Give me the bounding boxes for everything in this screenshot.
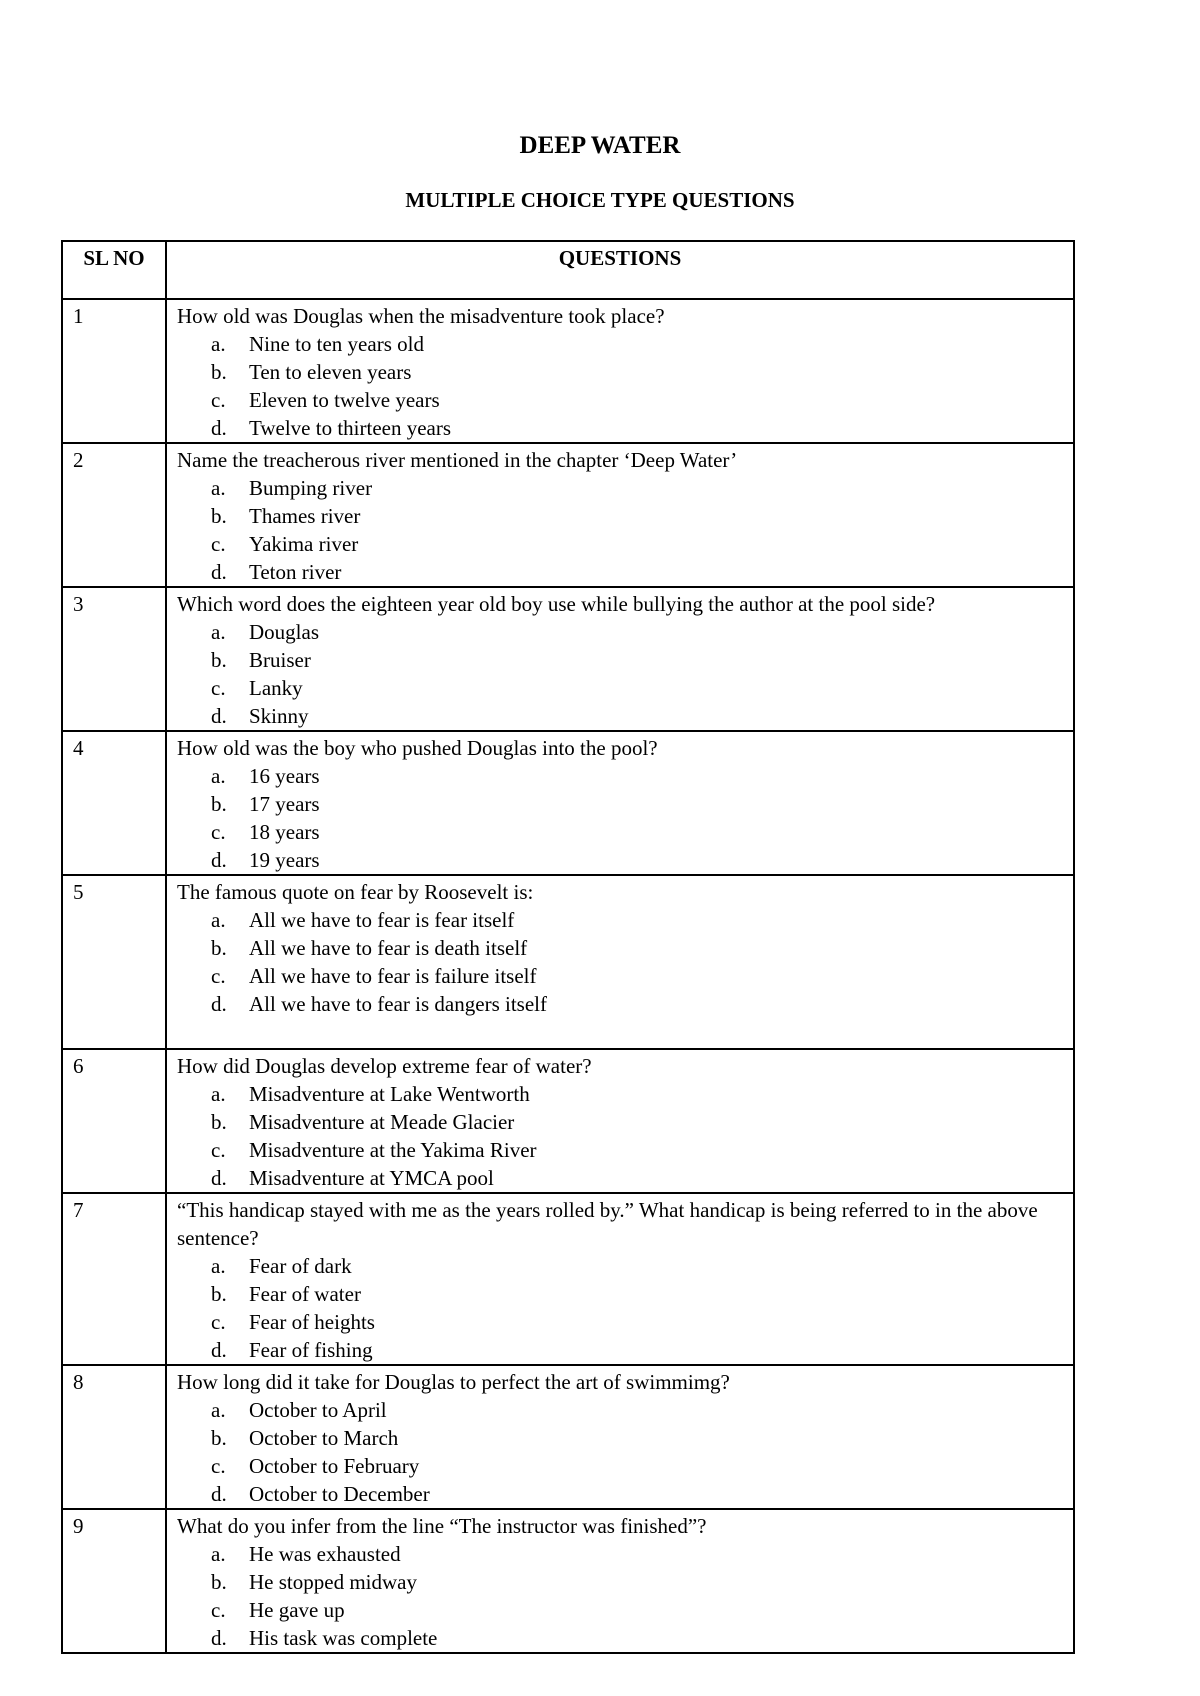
question-cell	[166, 875, 1074, 1049]
question-row	[62, 443, 1074, 587]
option-text: He gave up	[249, 1598, 345, 1622]
option-item	[211, 762, 1063, 790]
options-list	[177, 618, 1063, 730]
option-item	[211, 646, 1063, 674]
options-list	[177, 1080, 1063, 1192]
option-letter: b.	[211, 1570, 227, 1594]
question-text: Name the treacherous river mentioned in the chapter ‘Deep Water’	[177, 448, 738, 472]
option-letter: a.	[211, 332, 226, 356]
option-text: October to April	[249, 1398, 387, 1422]
option-letter: d.	[211, 1626, 227, 1650]
option-item	[211, 358, 1063, 386]
question-row	[62, 875, 1074, 1049]
question-text: How old was Douglas when the misadventure took place?	[177, 304, 665, 328]
options-list	[177, 906, 1063, 1018]
sl-no-header: SL NO	[62, 241, 166, 299]
question-cell	[166, 443, 1074, 587]
questions-table	[61, 240, 1075, 1654]
option-text: Misadventure at the Yakima River	[249, 1138, 537, 1162]
option-item	[211, 906, 1063, 934]
option-text: Misadventure at Lake Wentworth	[249, 1082, 530, 1106]
option-text: All we have to fear is death itself	[249, 936, 528, 960]
option-item	[211, 1136, 1063, 1164]
option-item	[211, 1540, 1063, 1568]
option-text: He stopped midway	[249, 1570, 417, 1594]
question-cell	[166, 1509, 1074, 1653]
question-number: 1	[62, 299, 166, 443]
options-list	[177, 1252, 1063, 1364]
option-item	[211, 790, 1063, 818]
option-text: Teton river	[249, 560, 342, 584]
option-text: He was exhausted	[249, 1542, 401, 1566]
option-text: Misadventure at YMCA pool	[249, 1166, 494, 1190]
option-item	[211, 1624, 1063, 1652]
option-letter: c.	[211, 676, 226, 700]
question-number: 9	[62, 1509, 166, 1653]
option-item	[211, 558, 1063, 586]
option-letter: a.	[211, 620, 226, 644]
question-row	[62, 1049, 1074, 1193]
option-letter: d.	[211, 704, 227, 728]
option-text: October to March	[249, 1426, 399, 1450]
option-letter: c.	[211, 532, 226, 556]
question-text: “This handicap stayed with me as the years rolled by.” What handicap is being referred to in the above sentence?	[177, 1198, 1038, 1250]
question-number: 2	[62, 443, 166, 587]
question-number: 7	[62, 1193, 166, 1365]
option-item	[211, 1308, 1063, 1336]
question-text: How did Douglas develop extreme fear of water?	[177, 1054, 592, 1078]
option-item	[211, 474, 1063, 502]
option-item	[211, 1108, 1063, 1136]
option-letter: b.	[211, 1426, 227, 1450]
option-item	[211, 1568, 1063, 1596]
question-number: 3	[62, 587, 166, 731]
option-letter: d.	[211, 1482, 227, 1506]
options-list	[177, 762, 1063, 874]
question-text: How old was the boy who pushed Douglas into the pool?	[177, 736, 658, 760]
option-item	[211, 1252, 1063, 1280]
question-number: 4	[62, 731, 166, 875]
question-cell	[166, 1193, 1074, 1365]
option-letter: b.	[211, 1282, 227, 1306]
option-letter: d.	[211, 1166, 227, 1190]
page-title: DEEP WATER	[519, 132, 681, 159]
option-item	[211, 702, 1063, 730]
option-item	[211, 502, 1063, 530]
option-letter: b.	[211, 936, 227, 960]
option-text: Lanky	[249, 676, 303, 700]
option-letter: c.	[211, 964, 226, 988]
option-text: Fear of fishing	[249, 1338, 373, 1362]
options-list	[177, 330, 1063, 442]
option-letter: b.	[211, 360, 227, 384]
table-header-row	[62, 241, 1074, 299]
question-cell	[166, 587, 1074, 731]
option-text: Douglas	[249, 620, 319, 644]
option-letter: b.	[211, 648, 227, 672]
option-text: All we have to fear is dangers itself	[249, 992, 547, 1016]
option-letter: a.	[211, 1398, 226, 1422]
question-text: Which word does the eighteen year old boy use while bullying the author at the pool side?	[177, 592, 936, 616]
option-letter: d.	[211, 848, 227, 872]
option-letter: b.	[211, 504, 227, 528]
option-item	[211, 674, 1063, 702]
question-cell	[166, 731, 1074, 875]
option-text: Bumping river	[249, 476, 373, 500]
option-text: Fear of water	[249, 1282, 361, 1306]
question-text: The famous quote on fear by Roosevelt is:	[177, 880, 534, 904]
option-text: Nine to ten years old	[249, 332, 424, 356]
option-text: His task was complete	[249, 1626, 438, 1650]
option-letter: a.	[211, 476, 226, 500]
question-number: 8	[62, 1365, 166, 1509]
option-text: October to February	[249, 1454, 420, 1478]
option-item	[211, 1336, 1063, 1364]
option-item	[211, 818, 1063, 846]
option-item	[211, 990, 1063, 1018]
option-text: 18 years	[249, 820, 320, 844]
option-letter: c.	[211, 388, 226, 412]
question-row	[62, 1193, 1074, 1365]
question-number: 5	[62, 875, 166, 1049]
option-item	[211, 1452, 1063, 1480]
questions-body	[62, 299, 1074, 1653]
option-text: Ten to eleven years	[249, 360, 412, 384]
option-text: Misadventure at Meade Glacier	[249, 1110, 515, 1134]
option-letter: c.	[211, 1138, 226, 1162]
questions-header: QUESTIONS	[166, 241, 1074, 299]
option-text: Eleven to twelve years	[249, 388, 440, 412]
option-item	[211, 846, 1063, 874]
option-letter: d.	[211, 992, 227, 1016]
option-letter: a.	[211, 1082, 226, 1106]
option-letter: b.	[211, 1110, 227, 1134]
option-item	[211, 1164, 1063, 1192]
option-item	[211, 1396, 1063, 1424]
option-item	[211, 1480, 1063, 1508]
option-item	[211, 962, 1063, 990]
option-letter: a.	[211, 1254, 226, 1278]
question-cell	[166, 299, 1074, 443]
option-item	[211, 934, 1063, 962]
option-text: October to December	[249, 1482, 430, 1506]
option-text: Fear of dark	[249, 1254, 352, 1278]
option-text: 16 years	[249, 764, 320, 788]
option-letter: a.	[211, 764, 226, 788]
question-cell	[166, 1365, 1074, 1509]
option-item	[211, 386, 1063, 414]
page-subtitle: MULTIPLE CHOICE TYPE QUESTIONS	[405, 188, 795, 212]
question-row	[62, 299, 1074, 443]
options-list	[177, 1540, 1063, 1652]
option-item	[211, 530, 1063, 558]
option-text: Yakima river	[249, 532, 359, 556]
option-text: All we have to fear is fear itself	[249, 908, 515, 932]
option-letter: d.	[211, 416, 227, 440]
option-text: 19 years	[249, 848, 320, 872]
option-text: Twelve to thirteen years	[249, 416, 452, 440]
option-text: Skinny	[249, 704, 309, 728]
option-text: Bruiser	[249, 648, 311, 672]
question-text: What do you infer from the line “The instructor was finished”?	[177, 1514, 707, 1538]
question-number: 6	[62, 1049, 166, 1193]
question-row	[62, 731, 1074, 875]
options-list	[177, 474, 1063, 586]
option-letter: d.	[211, 1338, 227, 1362]
option-letter: b.	[211, 792, 227, 816]
question-row	[62, 1365, 1074, 1509]
option-item	[211, 1280, 1063, 1308]
option-item	[211, 1080, 1063, 1108]
option-text: 17 years	[249, 792, 320, 816]
question-text: How long did it take for Douglas to perfect the art of swimmimg?	[177, 1370, 730, 1394]
option-item	[211, 618, 1063, 646]
option-letter: d.	[211, 560, 227, 584]
option-item	[211, 1596, 1063, 1624]
option-item	[211, 1424, 1063, 1452]
options-list	[177, 1396, 1063, 1508]
option-letter: c.	[211, 1310, 226, 1334]
question-cell	[166, 1049, 1074, 1193]
option-letter: c.	[211, 1598, 226, 1622]
option-letter: c.	[211, 820, 226, 844]
option-text: Thames river	[249, 504, 361, 528]
option-text: Fear of heights	[249, 1310, 375, 1334]
option-text: All we have to fear is failure itself	[249, 964, 537, 988]
option-letter: a.	[211, 908, 226, 932]
option-item	[211, 330, 1063, 358]
option-item	[211, 414, 1063, 442]
option-letter: a.	[211, 1542, 226, 1566]
option-letter: c.	[211, 1454, 226, 1478]
question-row	[62, 1509, 1074, 1653]
question-row	[62, 587, 1074, 731]
